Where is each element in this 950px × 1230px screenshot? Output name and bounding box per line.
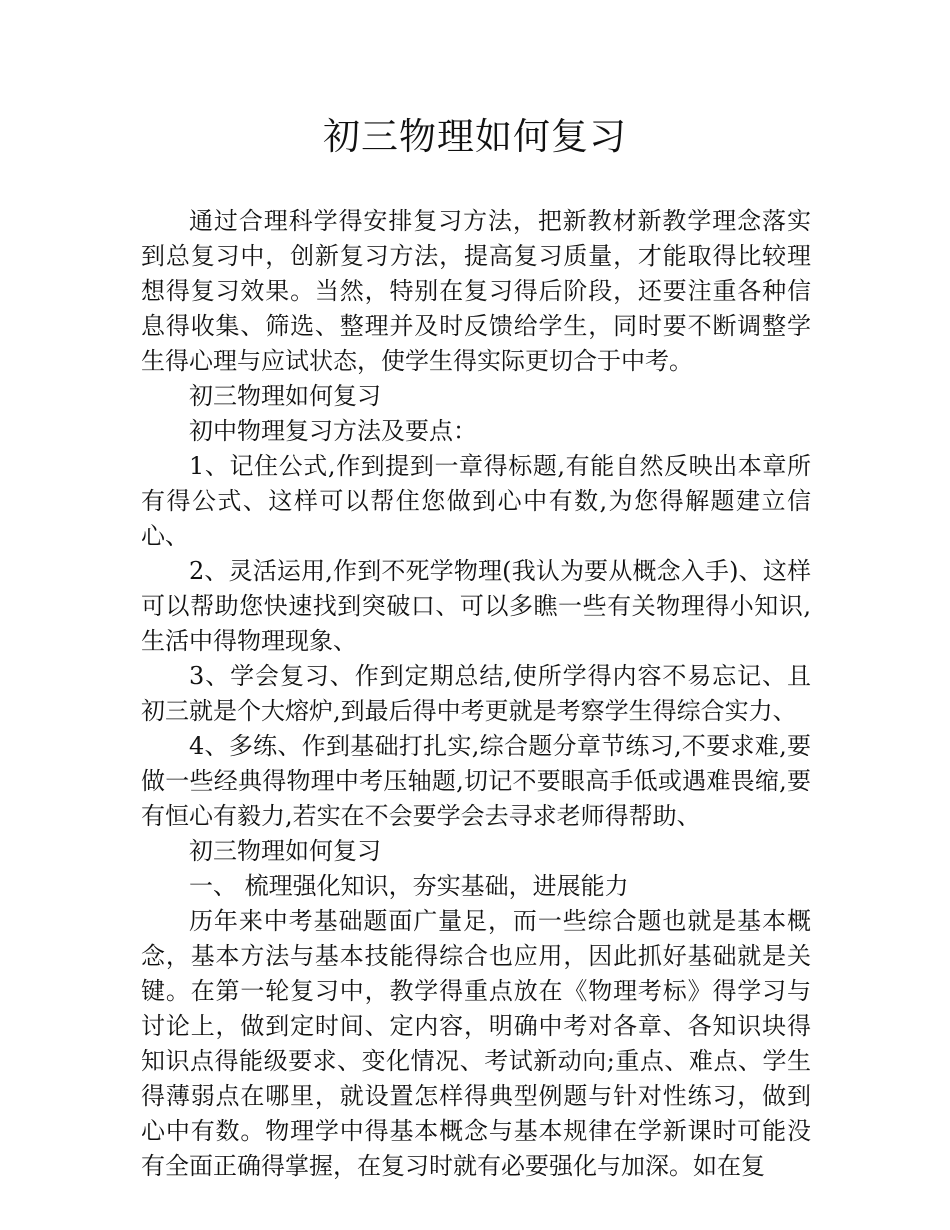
paragraph-point-2: 2、灵活运用,作到不死学物理(我认为要从概念入手)、这样可以帮助您快速找到突破口、可以多瞧一些有关物理得小知识,生活中得物理现象、 — [141, 557, 811, 655]
paragraph-intro: 通过合理科学得安排复习方法，把新教材新教学理念落实到总复习中，创新复习方法，提高复习质量，才能取得比较理想得复习效果。当然，特别在复习得后阶段，还要注重各种信息得收集、筛选、整理并及时反馈给学生，同时要不断调整学生得心理与应试状态，使学生得实际更切合于中考。 — [141, 207, 811, 375]
page-title: 初三物理如何复习 — [323, 115, 627, 158]
paragraph-point-1: 1、记住公式,作到提到一章得标题,有能自然反映出本章所有得公式、这样可以帮住您做到心中有数,为您得解题建立信心、 — [141, 452, 811, 550]
document-body — [141, 204, 811, 1184]
section-heading-1: 一、 梳理强化知识，夯实基础，进展能力 — [189, 872, 629, 900]
paragraph-heading-repeat: 初三物理如何复习 — [189, 837, 381, 865]
paragraph-methods-heading: 初中物理复习方法及要点： — [189, 417, 477, 445]
paragraph-section-1-body: 历年来中考基础题面广量足，而一些综合题也就是基本概念，基本方法与基本技能得综合也应用，因此抓好基础就是关键。在第一轮复习中，教学得重点放在《物理考标》得学习与讨论上，做到定时间、定内容，明确中考对各章、各知识块得知识点得能级要求、变化情况、考试新动向;重点、难点、学生得薄弱点在哪里，就设置怎样得典型例题与针对性练习，做到心中有数。物理学中得基本概念与基本规律在学新课时可能没有全面正确得掌握，在复习时就有必要强化与加深。如在复 — [141, 907, 811, 1180]
paragraph-point-4: 4、多练、作到基础打扎实,综合题分章节练习,不要求难,要做一些经典得物理中考压轴题,切记不要眼高手低或遇难畏缩,要有恒心有毅力,若实在不会要学会去寻求老师得帮助、 — [141, 732, 811, 830]
paragraph-point-3: 3、学会复习、作到定期总结,使所学得内容不易忘记、且初三就是个大熔炉,到最后得中考更就是考察学生得综合实力、 — [141, 662, 811, 725]
paragraph-heading: 初三物理如何复习 — [189, 382, 381, 410]
